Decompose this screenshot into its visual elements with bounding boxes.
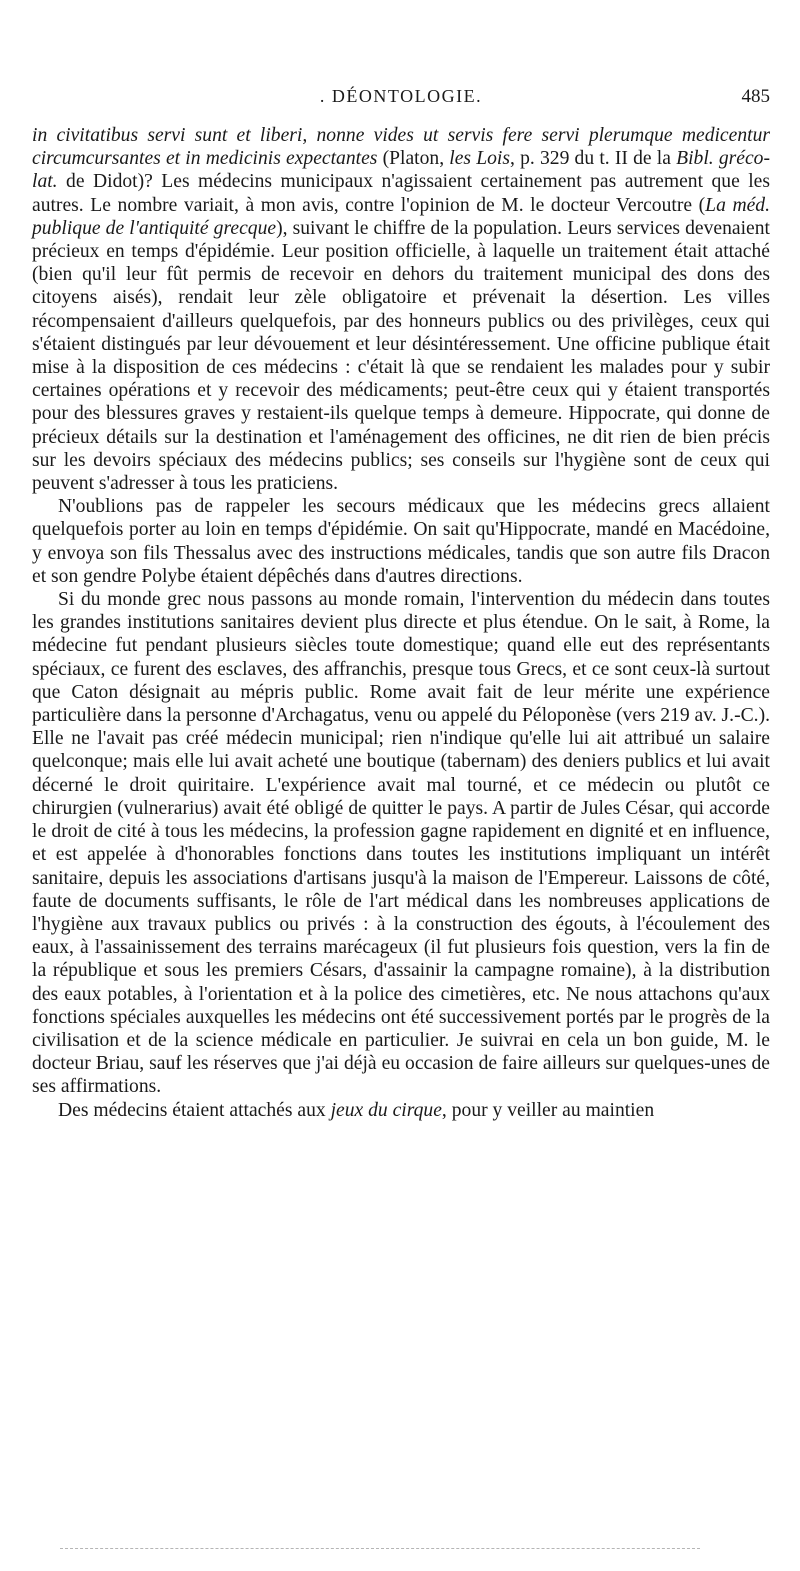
paragraph-1-text: (Platon, bbox=[377, 148, 450, 170]
paragraph-4 bbox=[32, 1099, 770, 1122]
running-head bbox=[32, 86, 770, 112]
body-text bbox=[32, 124, 770, 1122]
latin-quotation: in civitatibus servi sunt et liberi, nonne vides ut servis fere servi plerumque medicentur circumcursantes et in medicinis expectantes bbox=[32, 125, 770, 170]
page-number: 485 bbox=[741, 86, 770, 107]
paragraph-1-text: , p. 329 du t. II de la bbox=[510, 148, 677, 170]
running-title: . DÉONTOLOGIE. bbox=[319, 86, 483, 106]
footer-rule bbox=[60, 1548, 700, 1549]
paragraph-4-text: , pour y veiller au maintien bbox=[441, 1099, 655, 1121]
jeux-du-cirque-term: jeux du cirque bbox=[330, 1099, 442, 1121]
work-title-bibl: Bibl. gréco-lat. bbox=[32, 148, 770, 193]
paragraph-1 bbox=[32, 124, 770, 495]
work-title-vercoutre: La méd. publique de l'antiquité grecque bbox=[32, 194, 770, 239]
paragraph-4-text: Des médecins étaient attachés aux bbox=[58, 1099, 331, 1121]
work-title-lois: les Lois bbox=[449, 148, 510, 170]
paragraph-1-text: de Didot)? Les médecins municipaux n'agissaient certainement pas autrement que les autres. Le nombre variait, à mon avis, contre l'opinion de M. le docteur Vercoutre ( bbox=[32, 171, 770, 216]
paragraph-1-text: ), suivant le chiffre de la population. Leurs services devenaient précieux en temps d'épidémie. Leur position officielle, à laquelle un traitement était attaché (bien qu'il leur fût permis de recevoir en dehors du traitement municipal des dons des citoyens aisés), rendait leur zèle obligatoire et prévenait la désertion. Les villes récompensaient d'ailleurs quelquefois, par des honneurs publics ou des privilèges, ceux qui s'étaient distingués par leur dévouement et leur désintéressement. Une officine publique était mise à la disposition de ces médecins : c'était là que se rendaient les malades pour y subir certaines opérations et y recevoir des médicaments; peut-être ceux qui y étaient transportés pour des blessures graves y restaient-ils quelque temps à demeure. Hippocrate, qui donne de précieux détails sur la destination et l'aménagement des officines, ne dit rien de bien précis sur les devoirs spéciaux des médecins publics; ses conseils sur l'hygiène sont de ceux qui peuvent s'adresser à tous les praticiens. bbox=[32, 217, 770, 495]
paragraph-3: Si du monde grec nous passons au monde romain, l'intervention du médecin dans toutes les grandes institutions sanitaires devient plus directe et plus étendue. On le sait, à Rome, la médecine fut pendant plusieurs siècles toute domestique; quand elle eut des représentants spéciaux, ce furent des esclaves, des affranchis, presque tous Grecs, et ce sont ceux-là surtout que Caton désignait au mépris public. Rome avait fait de leur mérite une expérience particulière dans la personne d'Archagatus, venu ou appelé du Péloponèse (vers 219 av. J.-C.). Elle ne l'avait pas créé médecin municipal; rien n'indique qu'elle lui ait attribué un salaire quelconque; mais elle lui avait acheté une boutique (tabernam) des deniers publics et lui avait décerné le droit quiritaire. L'expérience avait mal tourné, et ce médecin ou plutôt ce chirurgien (vulnerarius) avait été obligé de quitter le pays. A partir de Jules César, qui accorde le droit de cité à tous les médecins, la profession gagne rapidement en dignité et en influence, et est appelée à d'honorables fonctions dans toutes les institutions impliquant un intérêt sanitaire, depuis les associations d'artisans jusqu'à la maison de l'Empereur. Laissons de côté, faute de documents suffisants, le rôle de l'art médical dans les nombreuses applications de l'hygiène aux travaux publics ou privés : à la construction des égouts, à l'écoulement des eaux, à l'assainissement des terrains marécageux (il fut plusieurs fois question, vers la fin de la république et sous les premiers Césars, d'assainir la campagne romaine), à la distribution des eaux potables, à l'orientation et à la police des cimetières, etc. Ne nous attachons qu'aux fonctions spéciales auxquelles les médecins ont été successivement portés par le progrès de la civilisation et de la science médicale en particulier. Je suivrai en cela un bon guide, M. le docteur Briau, sauf les réserves que j'ai déjà eu occasion de faire ailleurs sur quelques-unes de ses affirmations. bbox=[32, 589, 770, 1098]
paragraph-2: N'oublions pas de rappeler les secours médicaux que les médecins grecs allaient quelquefois porter au loin en temps d'épidémie. On sait qu'Hippocrate, mandé en Macédoine, y envoya son fils Thessalus avec des instructions médicales, tandis que son autre fils Dracon et son gendre Polybe étaient dépêchés dans d'autres directions. bbox=[32, 496, 770, 587]
